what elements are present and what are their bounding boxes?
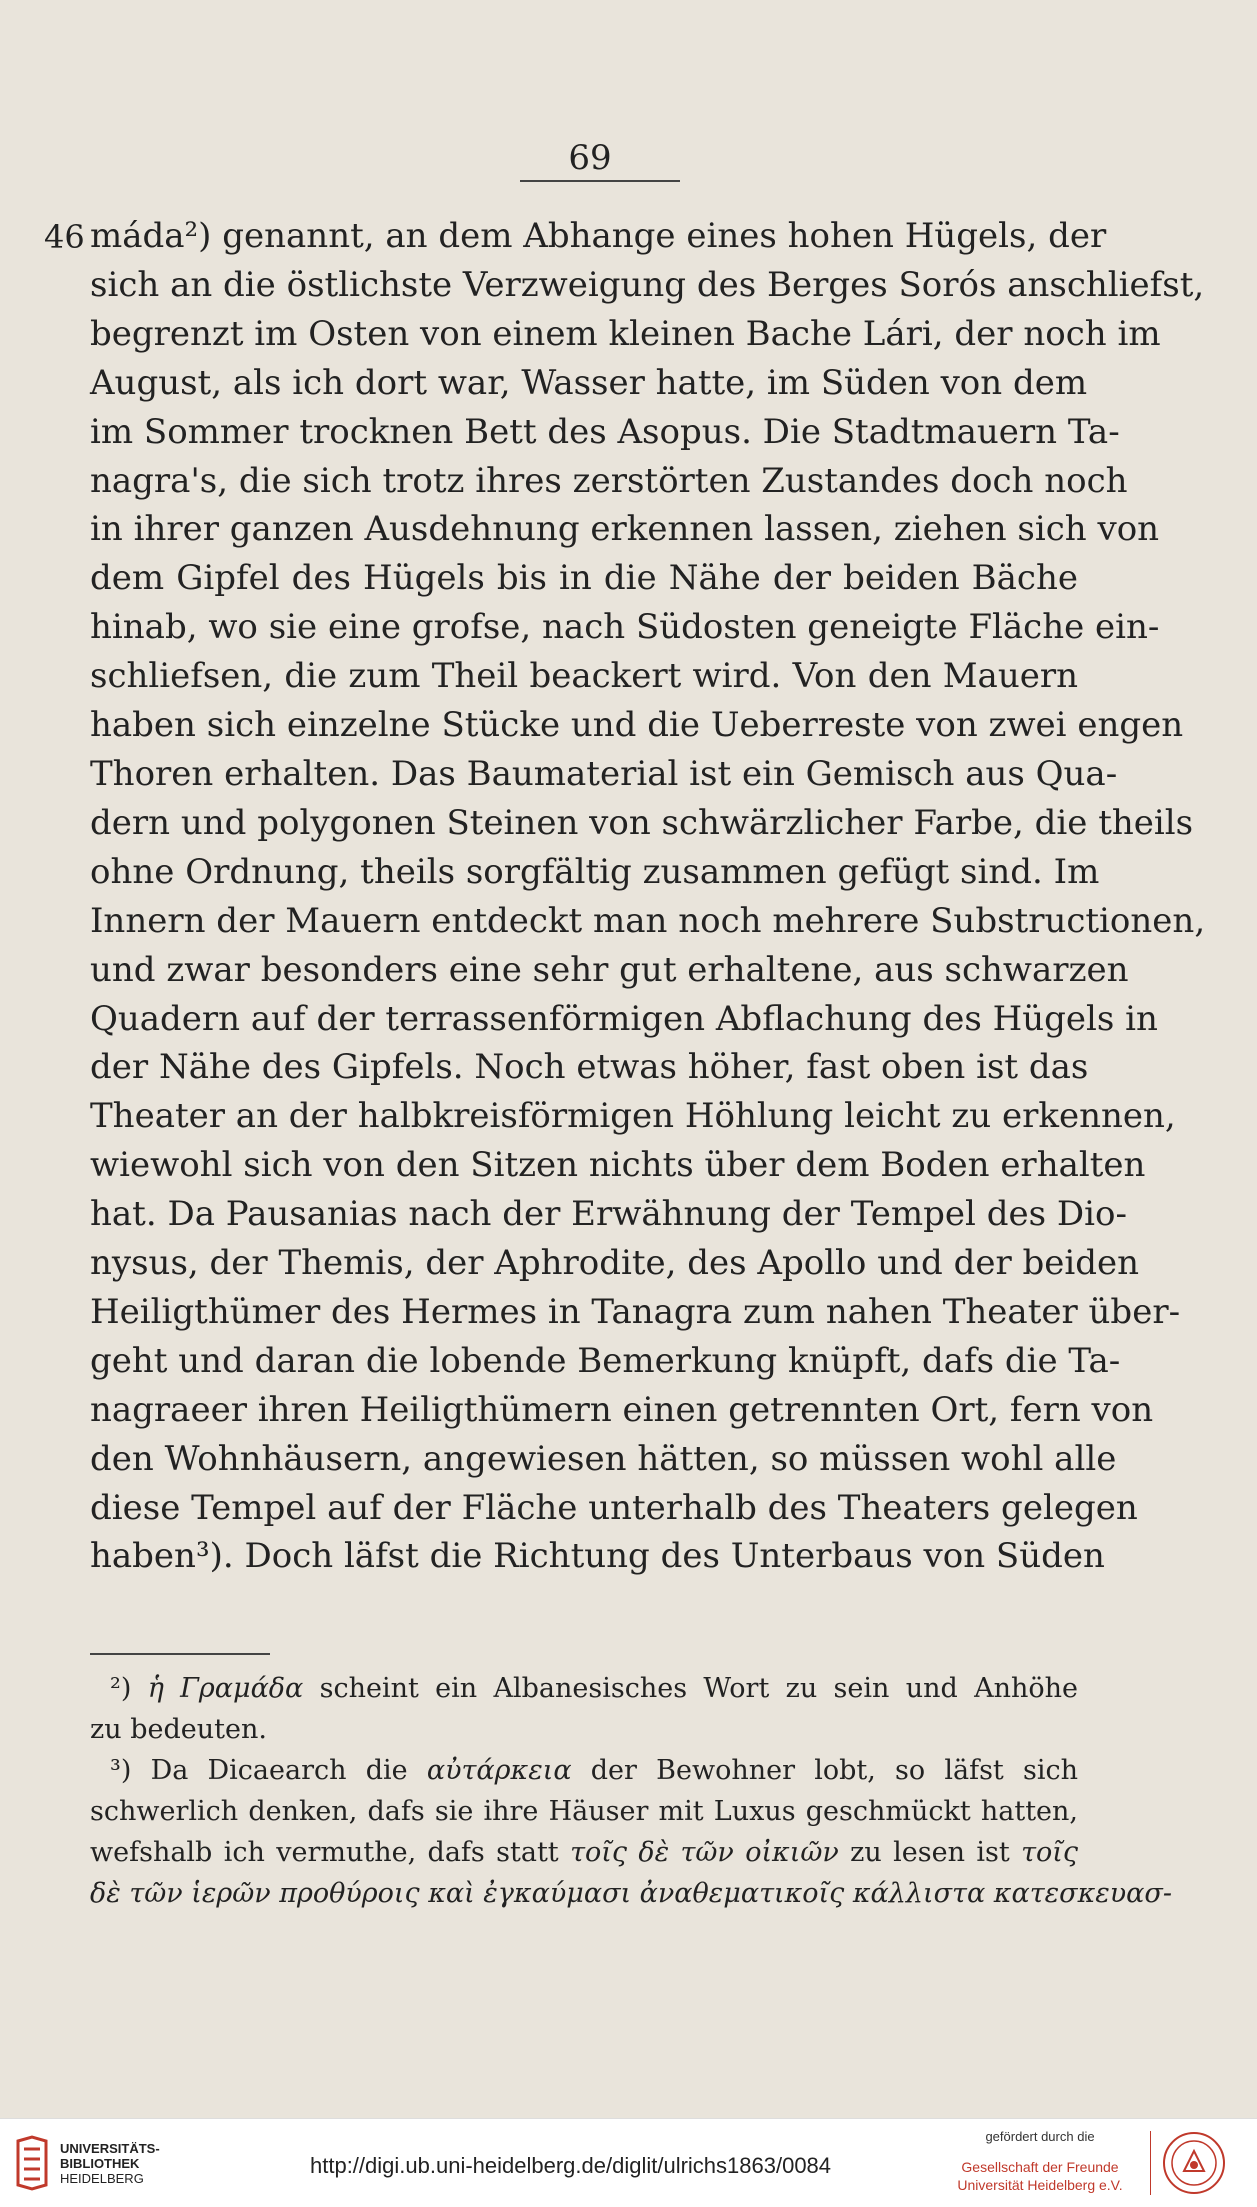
greek-word: αὐτάρκεια [426,1755,572,1786]
greek-word: ἡ Γραμάδα [147,1673,304,1704]
footnote-3-line: δὲ τῶν ἱερῶν προθύροις καὶ ἐγκαύμασι ἀναθεματικοῖς κάλλιστα κατεσκευασ- [90,1878,1172,1909]
university-seal-icon [1162,2131,1226,2195]
body-line: nagraeer ihren Heiligthümern einen getrennten Ort, fern von [90,1389,1154,1430]
sponsor-name-line: Universität Heidelberg e.V. [957,2177,1123,2193]
page-number: 69 [568,138,612,178]
library-name-line: HEIDELBERG [60,2171,144,2186]
body-line: wiewohl sich von den Sitzen nichts über dem Boden erhalten [90,1145,1146,1186]
footnote-3-line: schwerlich denken, dafs sie ihre Häuser mit Luxus geschmückt hatten, [90,1796,1078,1827]
body-line: im Sommer trocknen Bett des Asopus. Die Stadtmauern Ta- [90,411,1120,452]
library-name-line: BIBLIOTHEK [60,2156,140,2171]
body-line: dern und polygonen Steinen von schwärzlicher Farbe, die theils [90,802,1194,843]
body-line: und zwar besonders eine sehr gut erhaltene, aus schwarzen [90,949,1129,990]
body-line: in ihrer ganzen Ausdehnung erkennen lassen, ziehen sich von [90,509,1160,550]
greek-word: τοῖς δὲ τῶν οἰκιῶν [570,1837,839,1868]
margin-number: 46 [44,218,85,256]
body-line: hinab, wo sie eine grofse, nach Südosten geneigte Fläche ein- [90,607,1160,648]
body-line: den Wohnhäusern, angewiesen hätten, so müssen wohl alle [90,1438,1117,1479]
body-line: Theater an der halbkreisförmigen Höhlung leicht zu erkennen, [90,1096,1176,1137]
library-name-line: UNIVERSITÄTS- [60,2141,160,2156]
body-line: Quadern auf der terrassenförmigen Abflachung des Hügels in [90,998,1158,1039]
footnotes [90,1668,1172,1914]
body-line: haben sich einzelne Stücke und die Ueberreste von zwei engen [90,705,1184,746]
page-number-rule [520,180,680,182]
body-text [90,212,1206,1581]
library-logo-icon [12,2135,52,2191]
body-line: sich an die östlichste Verzweigung des Berges Sorós anschliefst, [90,264,1205,305]
footnote-text: scheint ein Albanesisches Wort zu sein und Anhöhe [319,1673,1078,1704]
footnote-3-line [90,1750,1078,1791]
body-line: der Nähe des Gipfels. Noch etwas höher, fast oben ist das [90,1047,1089,1088]
body-line: Thoren erhalten. Das Baumaterial ist ein Gemisch aus Qua- [90,753,1118,794]
body-line: dem Gipfel des Hügels bis in die Nähe der beiden Bäche [90,558,1078,599]
sponsor-prefix: gefördert durch die [985,2129,1095,2144]
sponsor-block [930,2129,1150,2194]
footnote-text: der Bewohner lobt, so läfst sich [590,1755,1078,1786]
footnote-2-line: zu bedeuten. [90,1714,267,1745]
body-line: diese Tempel auf der Fläche unterhalb des Theaters gelegen [90,1487,1138,1528]
library-name [60,2141,160,2186]
footnote-2-line [90,1668,1078,1709]
body-line: begrenzt im Osten von einem kleinen Bache Lári, der noch im [90,313,1161,354]
body-line: schliefsen, die zum Theil beackert wird. Von den Mauern [90,656,1078,697]
body-line: nysus, der Themis, der Aphrodite, des Apollo und der beiden [90,1243,1140,1284]
body-line: hat. Da Pausanias nach der Erwähnung der Tempel des Dio- [90,1194,1127,1235]
body-line: máda²) genannt, an dem Abhange eines hohen Hügels, der [90,216,1107,256]
sponsor-name-line: Gesellschaft der Freunde [961,2159,1119,2175]
body-line: haben³). Doch läfst die Richtung des Unterbaus von Süden [90,1536,1105,1577]
footnote-text: wefshalb ich vermuthe, dafs statt [90,1837,559,1868]
body-line: ohne Ordnung, theils sorgfältig zusammen gefügt sind. Im [90,851,1100,892]
footer-bar [0,2118,1257,2207]
footnote-3-line [90,1832,1078,1873]
greek-word: τοῖς [1021,1837,1079,1868]
footnote-rule [90,1653,270,1655]
body-line: nagra's, die sich trotz ihres zerstörten Zustandes doch noch [90,460,1128,501]
footnote-text: ³) Da Dicaearch die [110,1755,408,1786]
footnote-2-mark: ²) [110,1673,132,1704]
sponsor-divider [1150,2131,1151,2195]
body-line: Innern der Mauern entdeckt man noch mehrere Substructionen, [90,900,1206,941]
body-line: geht und daran die lobende Bemerkung knüpft, dafs die Ta- [90,1340,1121,1381]
body-line: August, als ich dort war, Wasser hatte, im Süden von dem [90,362,1088,403]
permalink-url[interactable]: http://digi.ub.uni-heidelberg.de/diglit/ulrichs1863/0084 [310,2153,832,2178]
footnote-text: zu lesen ist [850,1837,1010,1868]
body-line: Heiligthümer des Hermes in Tanagra zum nahen Theater über- [90,1291,1181,1332]
